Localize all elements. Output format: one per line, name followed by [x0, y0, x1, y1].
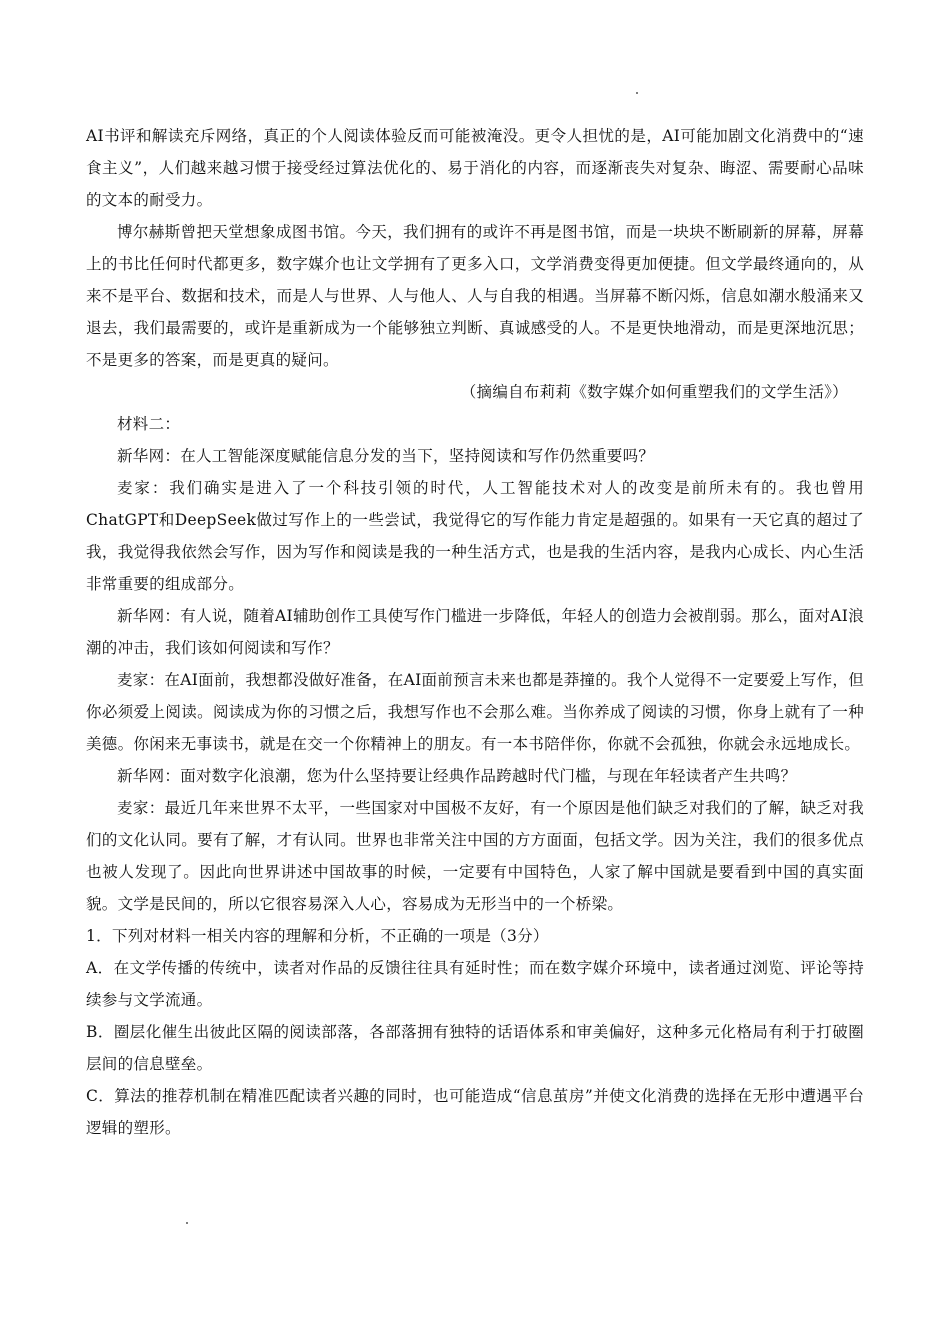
page-mark-dot: [186, 1222, 188, 1224]
paragraph-borges: 博尔赫斯曾把天堂想象成图书馆。今天，我们拥有的或许不再是图书馆，而是一块块不断刷新的屏幕，屏幕上的书比任何时代都更多，数字媒介也让文学拥有了更多入口，文学消费变得更加便捷。但文学最终通向的，从来不是平台、数据和技术，而是人与世界、人与他人、人与自我的相遇。当屏幕不断闪烁，信息如潮水般涌来又退去，我们最需要的，或许是重新成为一个能够独立判断、真诚感受的人。不是更快地滑动，而是更深地沉思；不是更多的答案，而是更真的疑问。: [86, 223, 864, 369]
interview-question-1: 新华网：在人工智能深度赋能信息分发的当下，坚持阅读和写作仍然重要吗？: [117, 447, 655, 465]
question-stem: 1．下列对材料一相关内容的理解和分析，不正确的一项是（3分）: [86, 927, 549, 945]
interview-question-2: 新华网：有人说，随着AI辅助创作工具使写作门槛进一步降低，年轻人的创造力会被削弱。那么，面对AI浪潮的冲击，我们该如何阅读和写作？: [86, 607, 864, 657]
interview-question-3: 新华网：面对数字化浪潮，您为什么坚持要让经典作品跨越时代门槛，与现在年轻读者产生共鸣？: [117, 767, 797, 785]
source-citation: （摘编自布莉莉《数字媒介如何重塑我们的文学生活》）: [460, 383, 848, 401]
interview-answer-3: 麦家：最近几年来世界不太平，一些国家对中国极不友好，有一个原因是他们缺乏对我们的了解，缺乏对我们的文化认同。要有了解，才有认同。世界也非常关注中国的方方面面，包括文学。因为关注，我们的很多优点也被人发现了。因此向世界讲述中国故事的时候，一定要有中国特色，人家了解中国就是要看到中国的真实面貌。文学是民间的，所以它很容易深入人心，容易成为无形当中的一个桥梁。: [86, 799, 864, 913]
paragraph-ai-reviews: AI书评和解读充斥网络，真正的个人阅读体验反而可能被淹没。更令人担忧的是，AI可能加剧文化消费中的“速食主义”，人们越来越习惯于接受经过算法优化的、易于消化的内容，而逐渐丧失对复杂、晦涩、需要耐心品味的文本的耐受力。: [86, 127, 864, 209]
option-b: B．圈层化催生出彼此区隔的阅读部落，各部落拥有独特的话语体系和审美偏好，这种多元化格局有利于打破圈层间的信息壁垒。: [86, 1023, 864, 1073]
document-body: [86, 120, 864, 1144]
option-a: A．在文学传播的传统中，读者对作品的反馈往往具有延时性；而在数字媒介环境中，读者通过浏览、评论等持续参与文学流通。: [86, 959, 864, 1009]
page-mark-dot: [636, 92, 638, 94]
material-two-heading: 材料二：: [117, 415, 181, 433]
option-c: C．算法的推荐机制在精准匹配读者兴趣的同时，也可能造成“信息茧房”并使文化消费的选择在无形中遭遇平台逻辑的塑形。: [86, 1087, 864, 1137]
interview-answer-2: 麦家：在AI面前，我想都没做好准备，在AI面前预言未来也都是莽撞的。我个人觉得不一定要爱上写作，但你必须爱上阅读。阅读成为你的习惯之后，我想写作也不会那么难。当你养成了阅读的习惯，你身上就有了一种美德。你闲来无事读书，就是在交一个你精神上的朋友。有一本书陪伴你，你就不会孤独，你就会永远地成长。: [86, 671, 864, 753]
interview-answer-1: 麦家：我们确实是进入了一个科技引领的时代，人工智能技术对人的改变是前所未有的。我也曾用ChatGPT和DeepSeek做过写作上的一些尝试，我觉得它的写作能力肯定是超强的。如果有一天它真的超过了我，我觉得我依然会写作，因为写作和阅读是我的一种生活方式，也是我的生活内容，是我内心成长、内心生活非常重要的组成部分。: [86, 479, 864, 593]
